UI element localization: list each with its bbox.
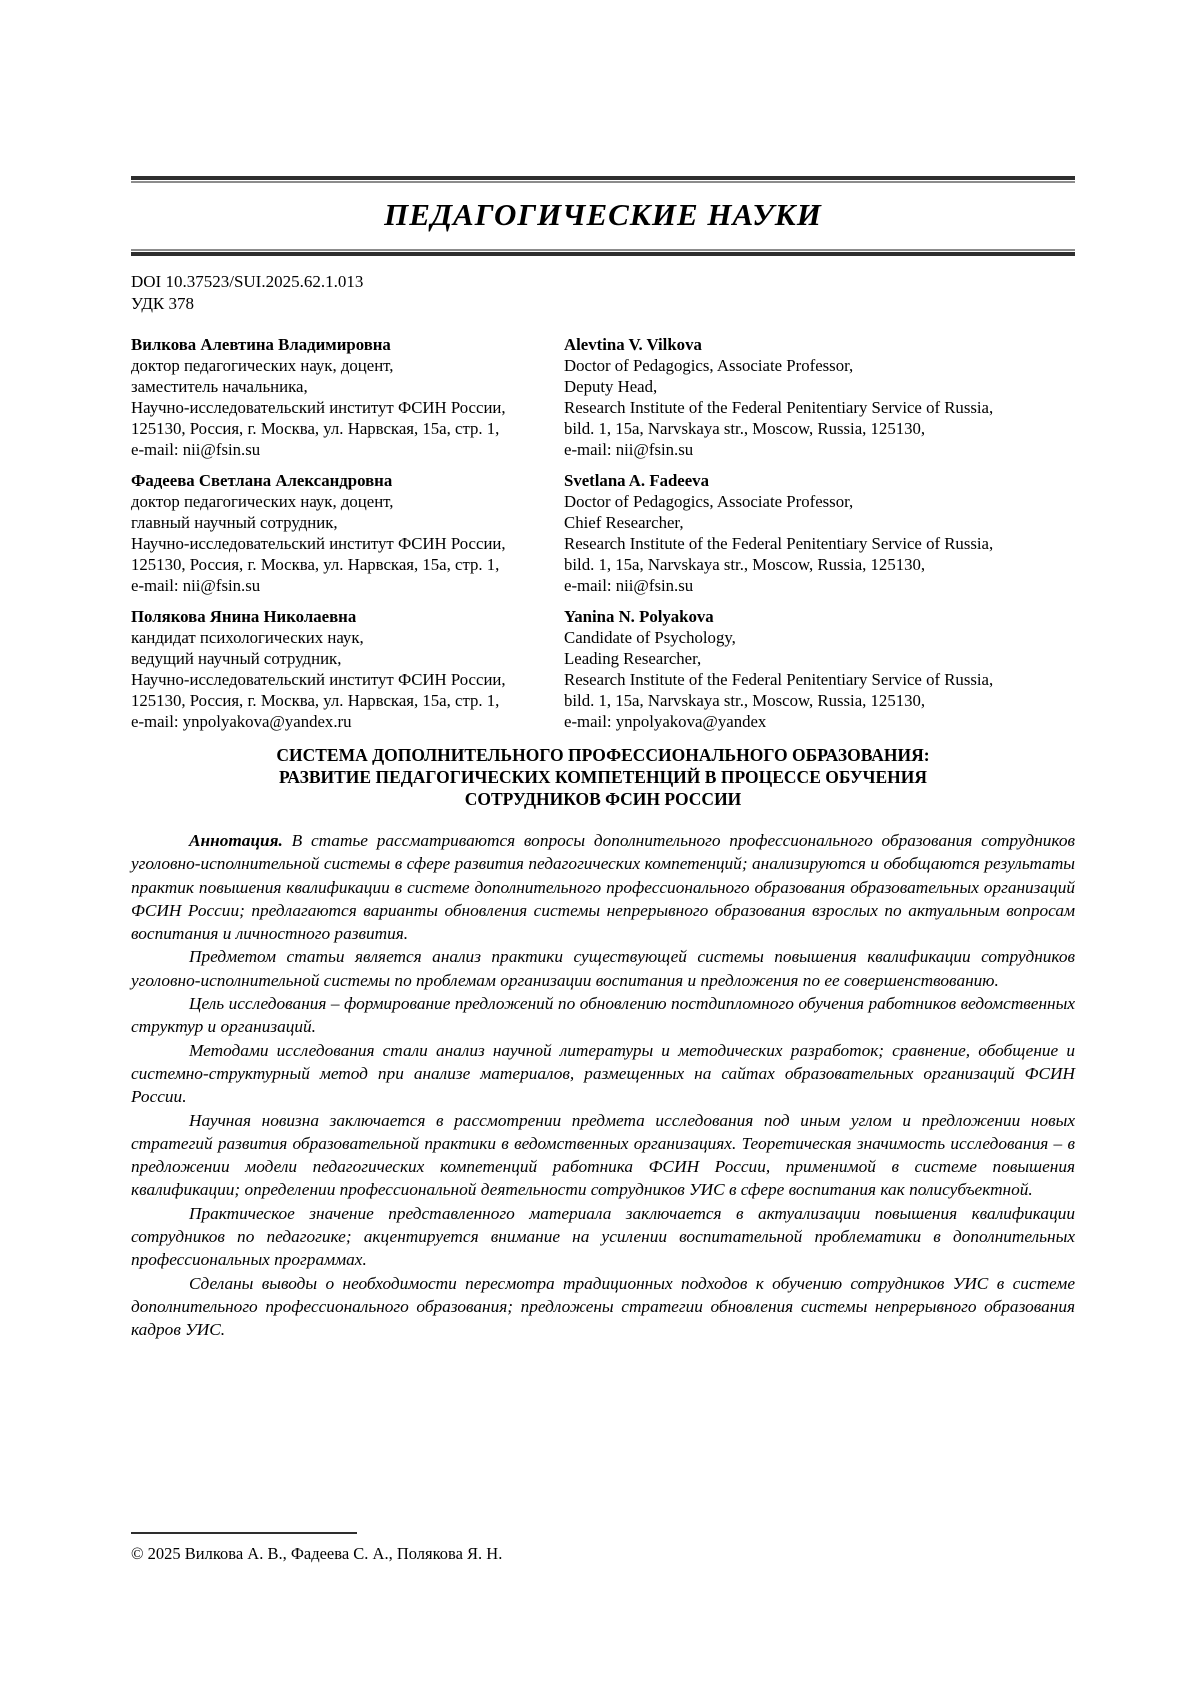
author-degree: Doctor of Pedagogics, Associate Professor, [564, 356, 854, 375]
author-position: заместитель начальника, [131, 377, 308, 396]
author-row [131, 606, 1075, 732]
header-rule-top [131, 176, 1075, 183]
author-degree: Candidate of Psychology, [564, 628, 736, 647]
header-rule-bottom [131, 249, 1075, 256]
author-affiliation: Научно-исследовательский институт ФСИН России, [131, 398, 506, 417]
author-affiliation: Research Institute of the Federal Penitentiary Service of Russia, [564, 670, 994, 689]
author-position: Deputy Head, [564, 377, 658, 396]
author-degree: доктор педагогических наук, доцент, [131, 356, 394, 375]
article-title-line: РАЗВИТИЕ ПЕДАГОГИЧЕСКИХ КОМПЕТЕНЦИЙ В ПРОЦЕССЕ ОБУЧЕНИЯ [278, 767, 928, 787]
author-block-ru [131, 470, 564, 596]
author-block-en [564, 470, 1075, 596]
author-email: e-mail: nii@fsin.su [564, 576, 694, 595]
author-address: bild. 1, 15a, Narvskaya str., Moscow, Russia, 125130, [564, 419, 926, 438]
author-affiliation: Research Institute of the Federal Penitentiary Service of Russia, [564, 534, 994, 553]
page-content [131, 176, 1075, 1342]
abstract-paragraph [131, 829, 1075, 945]
page-footer [131, 1532, 502, 1564]
footer-rule [131, 1532, 357, 1534]
article-title-line: СОТРУДНИКОВ ФСИН РОССИИ [464, 789, 742, 809]
author-email: e-mail: nii@fsin.su [131, 440, 261, 459]
article-title [131, 744, 1075, 810]
abstract-text: В статье рассматриваются вопросы дополнительного профессионального образования сотрудников уголовно-исполнительной системы в сфере развития педагогических компетенций; анализируются и обобщаются результаты практик повышения квалификации в системе дополнительного профессионального образования образовательных организаций ФСИН России; предлагаются варианты обновления системы непрерывного образования взрослых по актуальным вопросам воспитания и личностного развития. [131, 831, 1075, 944]
author-email: e-mail: nii@fsin.su [564, 440, 694, 459]
author-email: e-mail: ynpolyakova@yandex [564, 712, 767, 731]
author-affiliation: Research Institute of the Federal Penitentiary Service of Russia, [564, 398, 994, 417]
article-meta [131, 271, 1075, 315]
abstract-paragraph: Научная новизна заключается в рассмотрении предмета исследования под иным углом и предложении новых стратегий развития образовательной практики в ведомственных организациях. Теоретическая значимость исследования – в предложении модели педагогических компетенций работника ФСИН России, применимой в системе повышения квалификации; определении профессиональной деятельности сотрудников УИС в сфере воспитания как полисубъектной. [131, 1110, 1075, 1200]
doi-line: DOI 10.37523/SUI.2025.62.1.013 [131, 272, 364, 291]
abstract-section [131, 829, 1075, 1342]
abstract-paragraph: Практическое значение представленного материала заключается в актуализации повышения квалификации сотрудников по педагогике; акцентируется внимание на усилении воспитательной проблематики в дополнительных профессиональных программах. [131, 1203, 1075, 1270]
author-block-en [564, 606, 1075, 732]
author-position: ведущий научный сотрудник, [131, 649, 342, 668]
author-email: e-mail: ynpolyakova@yandex.ru [131, 712, 352, 731]
author-row [131, 470, 1075, 596]
author-block-en [564, 334, 1075, 460]
abstract-paragraph: Сделаны выводы о необходимости пересмотра традиционных подходов к обучению сотрудников УИС в системе дополнительного профессионального образования; предложены стратегии обновления системы непрерывного образования кадров УИС. [131, 1273, 1075, 1340]
author-block-ru [131, 334, 564, 460]
author-block-ru [131, 606, 564, 732]
author-degree: кандидат психологических наук, [131, 628, 364, 647]
udk-line: УДК 378 [131, 294, 195, 313]
abstract-label: Аннотация. [189, 831, 283, 850]
author-address: bild. 1, 15a, Narvskaya str., Moscow, Russia, 125130, [564, 691, 926, 710]
author-degree: доктор педагогических наук, доцент, [131, 492, 394, 511]
author-degree: Doctor of Pedagogics, Associate Professor, [564, 492, 854, 511]
author-email: e-mail: nii@fsin.su [131, 576, 261, 595]
abstract-paragraph: Предметом статьи является анализ практики существующей системы повышения квалификации сотрудников уголовно-исполнительной системы по проблемам организации воспитания и предложения по ее совершенствованию. [131, 947, 1075, 990]
abstract-paragraph: Методами исследования стали анализ научной литературы и методических разработок; сравнение, обобщение и системно-структурный метод при анализе материалов, размещенных на сайтах образовательных организаций ФСИН России. [131, 1040, 1075, 1107]
author-name: Полякова Янина Николаевна [131, 607, 357, 626]
author-address: 125130, Россия, г. Москва, ул. Нарвская, 15а, стр. 1, [131, 419, 500, 438]
author-address: 125130, Россия, г. Москва, ул. Нарвская, 15а, стр. 1, [131, 555, 500, 574]
author-position: Chief Researcher, [564, 513, 684, 532]
author-row [131, 334, 1075, 460]
author-name: Фадеева Светлана Александровна [131, 471, 393, 490]
author-name: Alevtina V. Vilkova [564, 335, 702, 354]
author-address: bild. 1, 15a, Narvskaya str., Moscow, Russia, 125130, [564, 555, 926, 574]
author-name: Svetlana A. Fadeeva [564, 471, 709, 490]
authors-section [131, 334, 1075, 732]
author-address: 125130, Россия, г. Москва, ул. Нарвская, 15а, стр. 1, [131, 691, 500, 710]
article-title-line: СИСТЕМА ДОПОЛНИТЕЛЬНОГО ПРОФЕССИОНАЛЬНОГО ОБРАЗОВАНИЯ: [276, 745, 930, 765]
copyright-line: © 2025 Вилкова А. В., Фадеева С. А., Полякова Я. Н. [131, 1544, 503, 1563]
author-affiliation: Научно-исследовательский институт ФСИН России, [131, 534, 506, 553]
author-position: главный научный сотрудник, [131, 513, 338, 532]
author-position: Leading Researcher, [564, 649, 702, 668]
abstract-paragraph: Цель исследования – формирование предложений по обновлению постдипломного обучения работников ведомственных структур и организаций. [131, 994, 1075, 1037]
author-affiliation: Научно-исследовательский институт ФСИН России, [131, 670, 506, 689]
author-name: Yanina N. Polyakova [564, 607, 714, 626]
section-header-title: ПЕДАГОГИЧЕСКИЕ НАУКИ [384, 197, 822, 232]
author-name: Вилкова Алевтина Владимировна [131, 335, 391, 354]
